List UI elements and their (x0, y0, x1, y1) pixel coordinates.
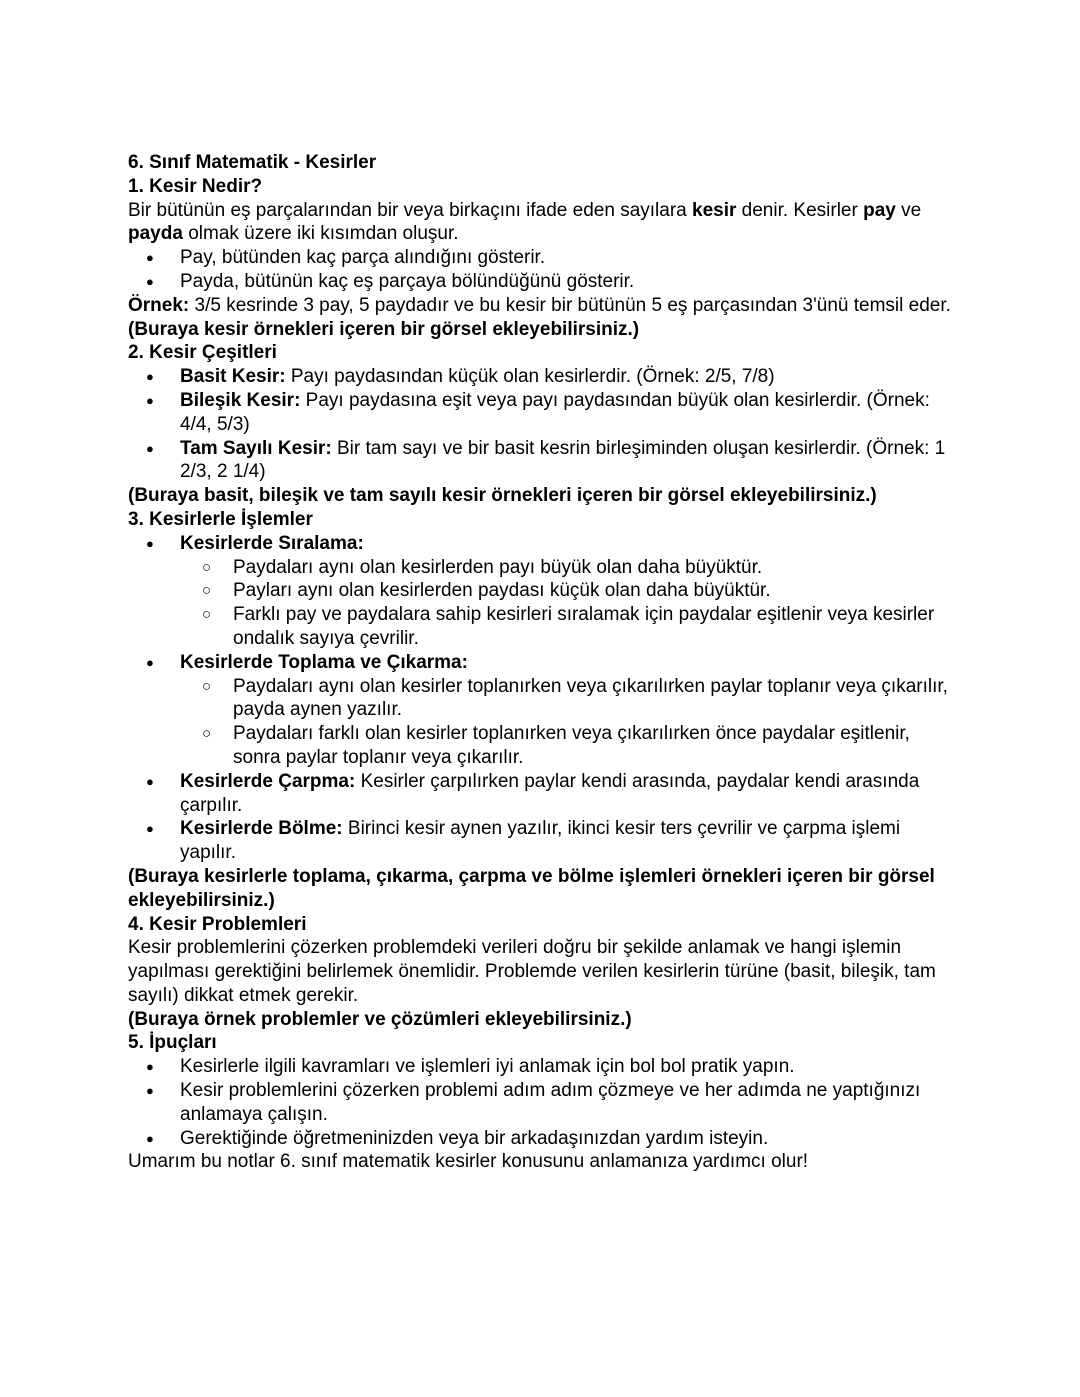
sub-list-item: ○ Farklı pay ve paydalara sahip kesirleri sıralamak için paydalar eşitlenir veya kesirler ondalık sayıya çevrilir. (180, 603, 958, 651)
bold-term-payda: payda (128, 223, 183, 245)
document-page (128, 151, 958, 1174)
item-label: Kesirlerde Çarpma: (180, 770, 356, 792)
section-3-bullets (128, 532, 958, 865)
item-text: Bir tam sayı ve bir basit kesrin birleşiminden oluşan kesirlerdir. (Örnek: 1 2/3, 2 1/4) (180, 437, 946, 483)
image-note-2: (Buraya basit, bileşik ve tam sayılı kesir örnekleri içeren bir görsel ekleyebilirsiniz.) (128, 485, 877, 507)
item-label: Tam Sayılı Kesir: (180, 437, 332, 459)
section-heading-3: 3. Kesirlerle İşlemler (128, 508, 313, 530)
item-text: Payı paydasına eşit veya payı paydasından büyük olan kesirlerdir. (Örnek: 4/4, 5/3) (180, 389, 930, 435)
text-run: Bir bütünün eş parçalarından bir veya birkaçını ifade eden sayılara (128, 199, 692, 221)
list-item (128, 389, 958, 437)
image-note-1: (Buraya kesir örnekleri içeren bir görsel ekleyebilirsiniz.) (128, 318, 640, 340)
example-paragraph (128, 294, 958, 318)
item-label: Kesirlerde Bölme: (180, 818, 343, 840)
list-item: ● Kesir problemlerini çözerken problemi adım adım çözmeye ve her adımda ne yaptığınızı anlamaya çalışın. (128, 1079, 958, 1127)
example-label: Örnek: (128, 294, 190, 316)
section-2-bullets (128, 365, 958, 484)
list-item (128, 365, 958, 389)
list-item (128, 651, 958, 770)
sub-list-item: ○ Payları aynı olan kesirlerden paydası küçük olan daha büyüktür. (180, 579, 958, 603)
sub-list (180, 675, 958, 770)
sub-list-item: ○ Paydaları farklı olan kesirler toplanırken veya çıkarılırken önce paydalar eşitlenir, sonra paylar toplanır veya çıkarılır. (180, 722, 958, 770)
item-label: Basit Kesir: (180, 366, 286, 388)
text-run: olmak üzere iki kısımdan oluşur. (182, 223, 459, 245)
closing-paragraph: Umarım bu notlar 6. sınıf matematik kesirler konusunu anlamanıza yardımcı olur! (128, 1151, 809, 1173)
section-heading-2: 2. Kesir Çeşitleri (128, 342, 277, 364)
example-text: 3/5 kesrinde 3 pay, 5 paydadır ve bu kesir bir bütünün 5 eş parçasından 3'ünü temsil eder. (189, 294, 951, 316)
section-heading-5: 5. İpuçları (128, 1032, 217, 1054)
sub-list-item: ○ Paydaları aynı olan kesirlerden payı büyük olan daha büyüktür. (180, 556, 958, 580)
section-4-paragraph: Kesir problemlerini çözerken problemdeki verileri doğru bir şekilde anlamak ve hangi işlemin yapılması gerektiğini belirlemek önemlidir. Problemde verilen kesirlerin türüne (basit, bileşik, tam sayılı) dikkat etmek gerekir. (128, 937, 936, 1006)
list-item (128, 770, 958, 818)
image-note-4: (Buraya örnek problemler ve çözümleri ekleyebilirsiniz.) (128, 1008, 632, 1030)
item-label: Kesirlerde Sıralama: (180, 532, 364, 554)
item-text: Kesirler çarpılırken paylar kendi arasında, paydalar kendi arasında çarpılır. (180, 770, 920, 816)
item-label: Bileşik Kesir: (180, 389, 301, 411)
item-text: Payı paydasından küçük olan kesirlerdir. (Örnek: 2/5, 7/8) (285, 366, 775, 388)
list-item (128, 817, 958, 865)
bold-term-kesir: kesir (692, 199, 737, 221)
list-item: ● Payda, bütünün kaç eş parçaya bölündüğünü gösterir. (128, 270, 958, 294)
bold-term-pay: pay (863, 199, 896, 221)
text-run: ve (895, 199, 922, 221)
sub-list (180, 556, 958, 651)
document-title: 6. Sınıf Matematik - Kesirler (128, 152, 377, 173)
section-heading-4: 4. Kesir Problemleri (128, 913, 307, 935)
list-item: ● Pay, bütünden kaç parça alındığını gösterir. (128, 246, 958, 270)
section-heading-1: 1. Kesir Nedir? (128, 175, 263, 197)
list-item: ● Kesirlerle ilgili kavramları ve işlemleri iyi anlamak için bol bol pratik yapın. (128, 1055, 958, 1079)
list-item (128, 437, 958, 485)
item-label: Kesirlerde Toplama ve Çıkarma: (180, 651, 468, 673)
list-item (128, 532, 958, 651)
image-note-3: (Buraya kesirlerle toplama, çıkarma, çarpma ve bölme işlemleri örnekleri içeren bir görsel ekleyebilirsiniz.) (128, 865, 935, 911)
text-run: denir. Kesirler (736, 199, 864, 221)
section-5-bullets (128, 1055, 958, 1150)
item-text: Birinci kesir aynen yazılır, ikinci kesir ters çevrilir ve çarpma işlemi yapılır. (180, 818, 901, 864)
sub-list-item: ○ Paydaları aynı olan kesirler toplanırken veya çıkarılırken paylar toplanır veya çıkarılır, payda aynen yazılır. (180, 675, 958, 723)
section-1-bullets (128, 246, 958, 294)
list-item: ● Gerektiğinde öğretmeninizden veya bir arkadaşınızdan yardım isteyin. (128, 1127, 958, 1151)
section-1-paragraph (128, 199, 958, 247)
